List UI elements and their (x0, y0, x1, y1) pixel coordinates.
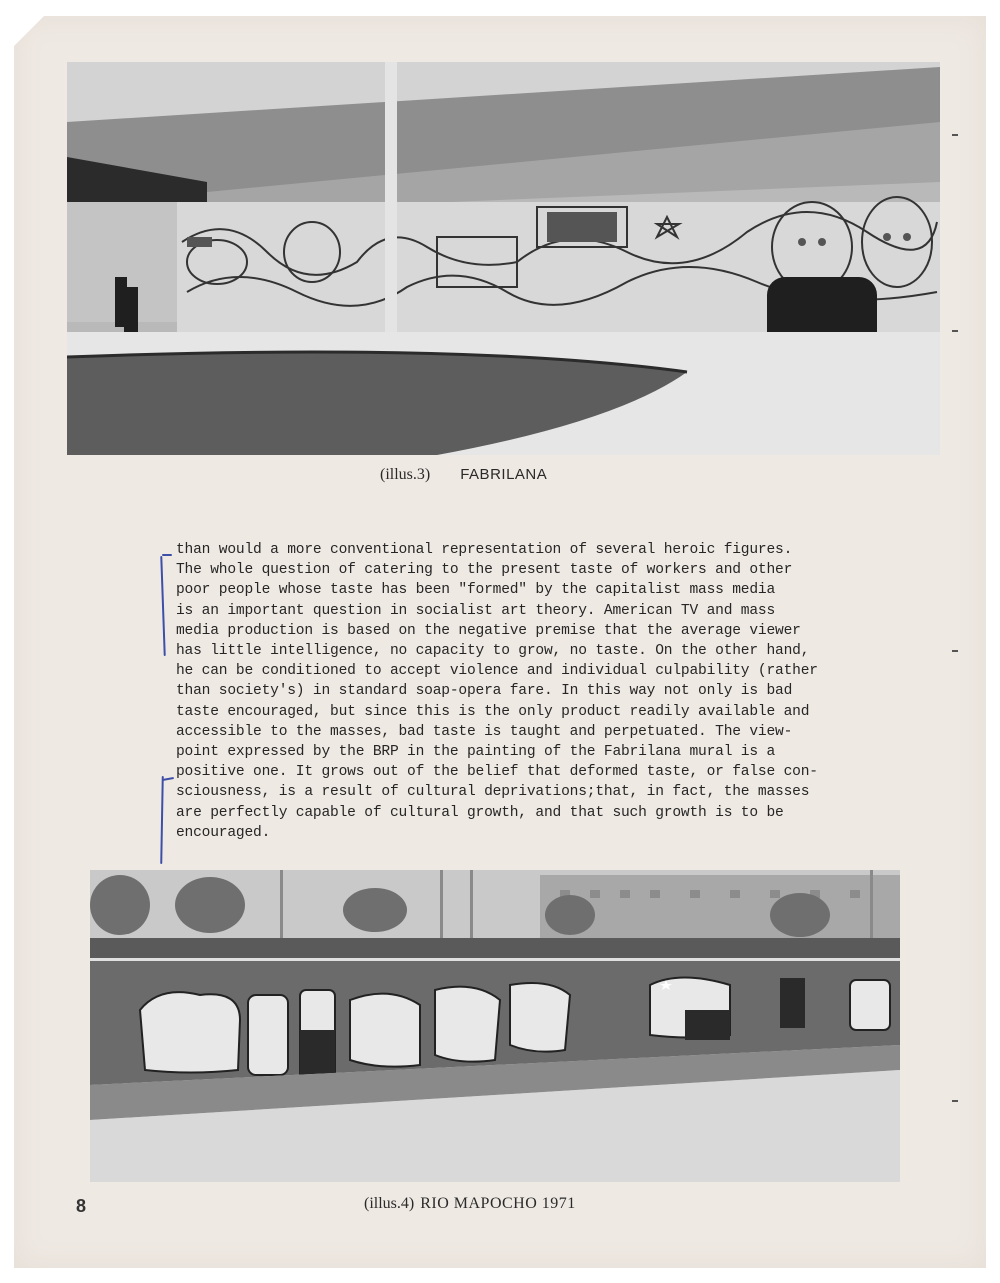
edge-mark (952, 1100, 958, 1102)
text-line: point expressed by the BRP in the painting of the Fabrilana mural is a (176, 744, 776, 761)
body-paragraph (176, 540, 876, 843)
figure-title: FABRILANA (460, 466, 548, 483)
text-line: media production is based on the negative premise that the average viewer (176, 622, 801, 639)
page-number: 8 (76, 1196, 87, 1216)
text-line: The whole question of catering to the present taste of workers and other (176, 562, 793, 579)
text-line: than would a more conventional representation of several heroic figures. (176, 542, 793, 558)
text-line: sciousness, is a result of cultural deprivations;that, in fact, the masses (176, 784, 810, 801)
edge-mark (952, 134, 958, 136)
figure-label: (illus.3) (380, 466, 431, 483)
text-line: than society's) in standard soap-opera fare. In this way not only is bad (176, 683, 793, 700)
text-line: are perfectly capable of cultural growth, and that such growth is to be (176, 804, 784, 821)
caption-illus-3 (380, 466, 547, 484)
text-line: is an important question in socialist art theory. American TV and mass (176, 602, 776, 619)
pen-margin-mark-tick (162, 554, 172, 556)
photo-fabrilana-mural (67, 62, 940, 455)
edge-mark (952, 650, 958, 652)
text-line: accessible to the masses, bad taste is taught and perpetuated. The view- (176, 723, 793, 740)
caption-illus-4 (364, 1195, 576, 1213)
text-line: poor people whose taste has been "formed" by the capitalist mass media (176, 582, 776, 599)
text-line: has little intelligence, no capacity to grow, no taste. On the other hand, (176, 643, 810, 660)
edge-mark (952, 330, 958, 332)
figure-label: (illus.4) (364, 1195, 415, 1212)
text-line: positive one. It grows out of the belief that deformed taste, or false con- (176, 764, 818, 781)
folded-corner (14, 16, 44, 46)
photo-rio-mapocho-mural (90, 870, 900, 1182)
text-line: taste encouraged, but since this is the only product readily available and (176, 703, 810, 720)
figure-title: RIO MAPOCHO 1971 (420, 1195, 576, 1212)
text-line: he can be conditioned to accept violence and individual culpability (rather (176, 663, 818, 680)
text-line: encouraged. (176, 824, 271, 841)
